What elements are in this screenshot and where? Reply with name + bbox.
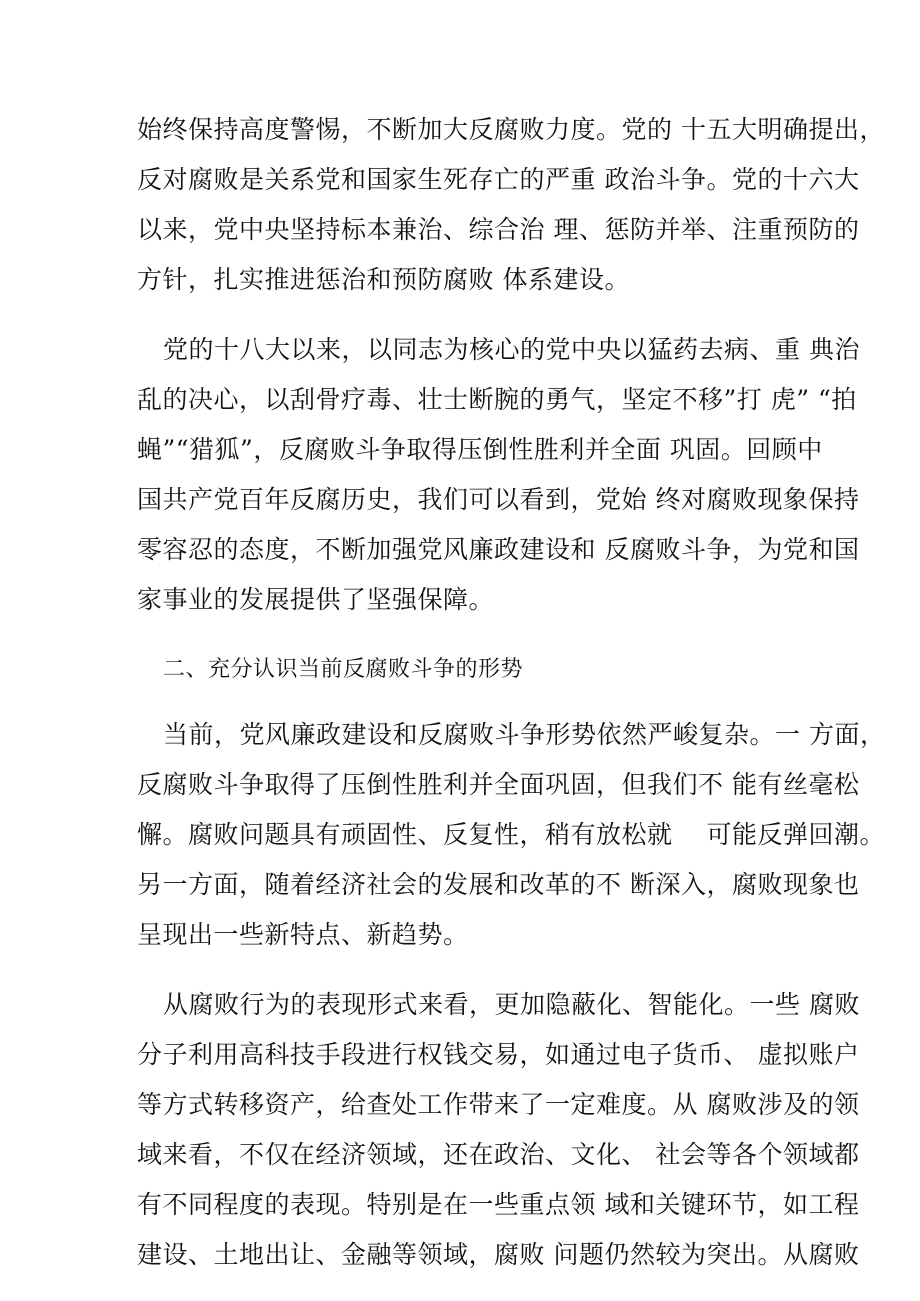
text-line: 蝇”“猎狐”，反腐败斗争取得压倒性胜利并全面 巩固。回顾中 xyxy=(137,435,823,464)
text-line: 域来看，不仅在经济领域，还在政治、文化、 社会等各个领域都 xyxy=(137,1140,860,1169)
text-line: 方针，扎实推进惩治和预防腐败 体系建设。 xyxy=(137,265,630,294)
text-line: 始终保持高度警惕，不断加大反腐败力度。党的 十五大明确提出， xyxy=(137,115,885,144)
text-line: 党的十八大以来，以同志为核心的党中央以猛药去病、重 典治 xyxy=(163,335,860,364)
text-line: 国共产党百年反腐历史，我们可以看到，党始 终对腐败现象保持 xyxy=(137,485,860,514)
text-line: 反腐败斗争取得了压倒性胜利并全面巩固，但我们不 能有丝毫松 xyxy=(137,770,860,799)
text-line: 呈现出一些新特点、新趋势。 xyxy=(137,920,469,949)
text-line: 当前，党风廉政建设和反腐败斗争形势依然严峻复杂。一 方面， xyxy=(163,720,886,749)
text-line: 分子利用高科技手段进行权钱交易，如通过电子货币、 虚拟账户 xyxy=(137,1040,860,1069)
text-line: 家事业的发展提供了坚强保障。 xyxy=(137,585,495,614)
text-line: 以来，党中央坚持标本兼治、综合治 理、惩防并举、注重预防的 xyxy=(137,215,860,244)
text-line: 有不同程度的表现。特别是在一些重点领 域和关键环节，如工程 xyxy=(137,1190,860,1219)
text-line: 乱的决心，以刮骨疗毒、壮士断腕的勇气，坚定不移”打 虎” “拍 xyxy=(137,385,857,414)
text-line: 懈。腐败问题具有顽固性、反复性，稍有放松就 可能反弹回潮。 xyxy=(137,820,885,849)
text-line: 从腐败行为的表现形式来看，更加隐蔽化、智能化。一些 腐败 xyxy=(163,990,860,1019)
section-heading: 二、充分认识当前反腐败斗争的形势 xyxy=(163,657,524,682)
text-line: 零容忍的态度，不断加强党风廉政建设和 反腐败斗争，为党和国 xyxy=(137,535,860,564)
text-line: 等方式转移资产，给查处工作带来了一定难度。从 腐败涉及的领 xyxy=(137,1090,860,1119)
text-line: 反对腐败是关系党和国家生死存亡的严重 政治斗争。党的十六大 xyxy=(137,165,860,194)
text-line: 另一方面，随着经济社会的发展和改革的不 断深入，腐败现象也 xyxy=(137,870,860,899)
text-line: 建设、土地出让、金融等领域，腐败 问题仍然较为突出。从腐败 xyxy=(137,1240,860,1269)
